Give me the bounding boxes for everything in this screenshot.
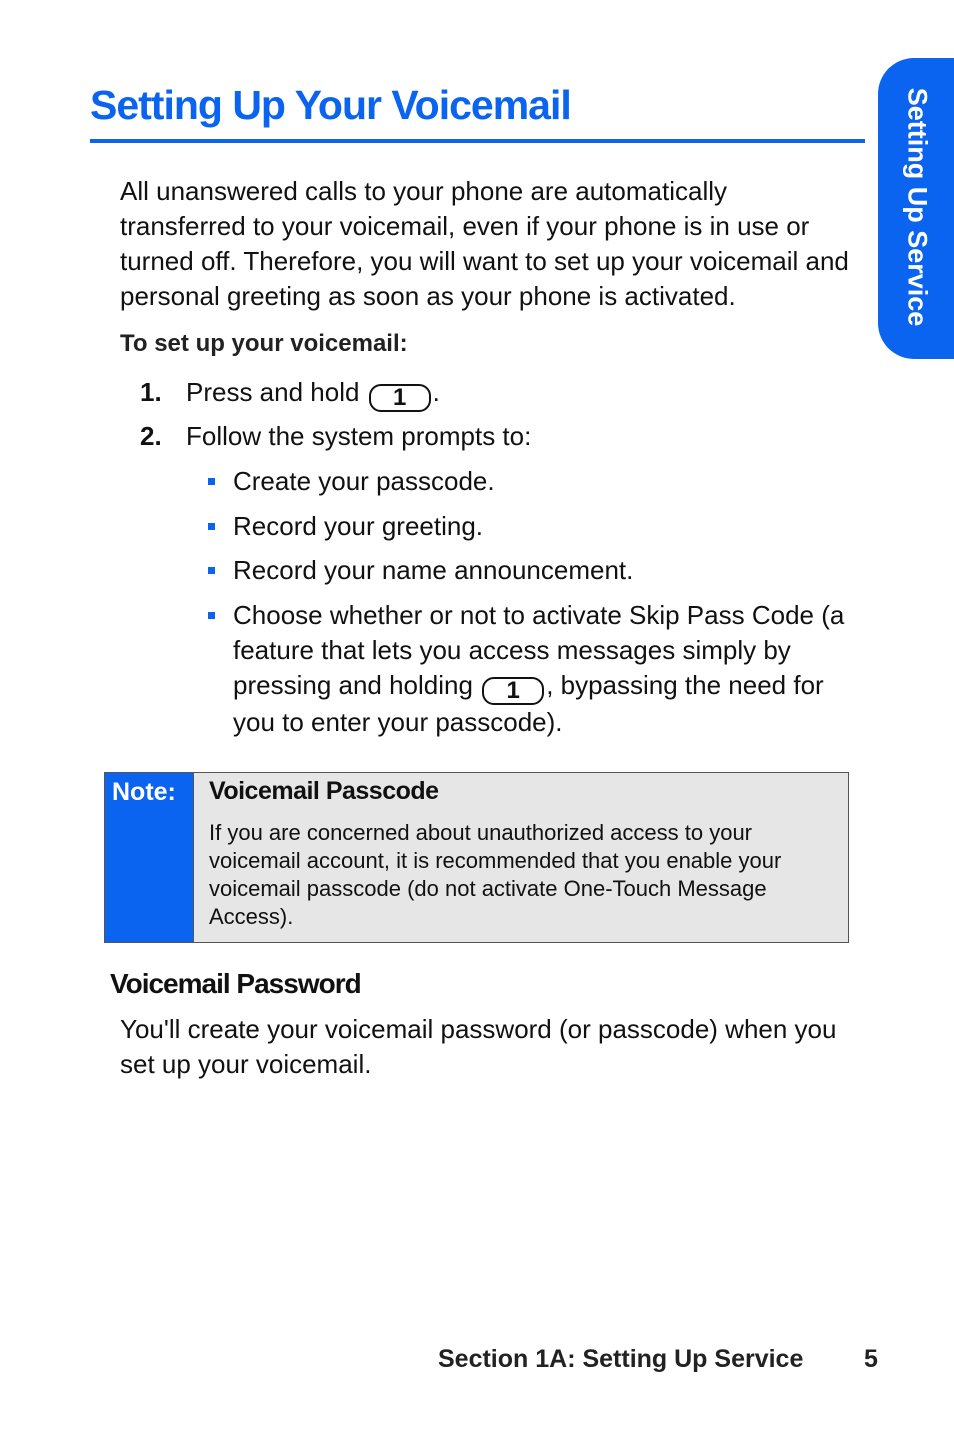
subheading: Voicemail Password xyxy=(110,968,361,999)
bullet-text-end: , bypassing the need for you to enter your passcode). xyxy=(233,670,824,737)
list-item xyxy=(208,598,858,740)
bullet-text: Record your greeting. xyxy=(233,511,484,541)
list-item xyxy=(208,464,858,499)
list-item xyxy=(208,553,858,588)
step-text-end: . xyxy=(432,377,440,407)
step-text: Press and hold xyxy=(186,377,367,407)
bullet-square-icon xyxy=(208,478,215,485)
note-label: Note: xyxy=(105,773,194,942)
note-body: If you are concerned about unauthorized access to your voicemail account, it is recommended that you enable your voicemail passcode (do not activate One-Touch Message Access). xyxy=(209,820,782,929)
list-item xyxy=(208,509,858,544)
step-number: 2. xyxy=(140,421,162,451)
bullet-text: Create your passcode. xyxy=(233,466,495,496)
howto-heading: To set up your voicemail: xyxy=(120,330,408,357)
step-number: 1. xyxy=(140,377,162,407)
bullet-text: Record your name announcement. xyxy=(233,555,634,585)
bullet-text-start: Choose whether or not to activate Skip Pass Code (a feature that lets you access messages simply by pressing and holding xyxy=(233,600,845,700)
page-number: 5 xyxy=(864,1345,878,1373)
step-text: Follow the system prompts to: xyxy=(186,421,532,451)
step-2 xyxy=(140,419,531,454)
bullet-text xyxy=(233,598,858,740)
note-box xyxy=(104,772,849,943)
title-underline xyxy=(90,139,865,143)
key-1-icon: 1 xyxy=(482,677,544,705)
key-1-icon: 1 xyxy=(369,384,431,412)
intro-paragraph: All unanswered calls to your phone are automatically transferred to your voicemail, even if your phone is in use or turned off. Therefore, you will want to set up your voicemail and personal greeting as soon as your phone is activated. xyxy=(120,176,849,311)
section-side-tab-label: Setting Up Service xyxy=(902,87,933,327)
body-paragraph: You'll create your voicemail password (or passcode) when you set up your voicemail. xyxy=(120,1014,837,1079)
footer-section-label: Section 1A: Setting Up Service xyxy=(438,1345,804,1373)
page-title: Setting Up Your Voicemail xyxy=(90,82,571,128)
bullet-square-icon xyxy=(208,567,215,574)
step-1 xyxy=(140,375,440,412)
bullet-square-icon xyxy=(208,523,215,530)
note-title: Voicemail Passcode xyxy=(209,777,439,805)
bullet-square-icon xyxy=(208,612,215,619)
